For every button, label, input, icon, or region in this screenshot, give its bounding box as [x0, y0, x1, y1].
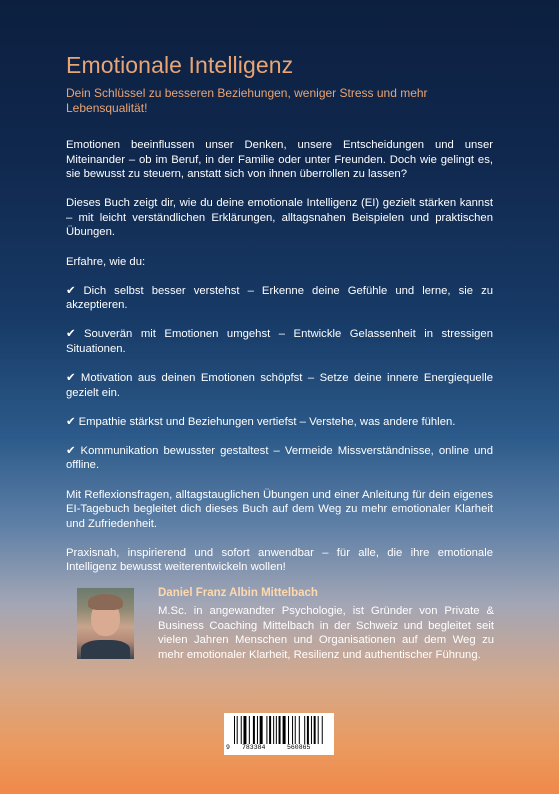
barcode-bar — [311, 716, 312, 744]
barcode-bar — [279, 716, 281, 744]
barcode-bar — [292, 716, 293, 744]
barcode-bar — [314, 716, 316, 744]
barcode-bar — [241, 716, 242, 744]
barcode-bar — [269, 716, 271, 744]
barcode-bar — [307, 716, 309, 744]
author-bio: M.Sc. in angewandter Psychologie, ist Gründer von Private & Business Coaching Mittelbach in der Schweiz und begleitet seit vielen Jahren Menschen und Organisationen auf dem Weg zu mehr emotionaler Klarheit, Resilienz und authentischer Führung. — [158, 605, 494, 661]
intro-paragraph: Emotionen beeinflussen unser Denken, unsere Entscheidungen und unser Miteinander – ob im Beruf, in der Familie oder unter Freunden. Doch wie gelingt es, sie bewusst zu steuern, anstatt sich von ihnen überrollen zu lassen? — [66, 139, 493, 181]
tagline-paragraph: Praxisnah, inspirierend und sofort anwendbar – für alle, die ihre emotionale Intelligenz bewusst weiterentwickeln wollen! — [66, 546, 493, 574]
barcode-bar — [260, 716, 263, 744]
isbn-barcode — [224, 713, 334, 755]
barcode-bar — [299, 716, 300, 744]
barcode-group-right: 560865 — [287, 744, 311, 751]
barcode-group-left: 783384 — [242, 744, 266, 751]
author-photo — [77, 588, 134, 659]
barcode-bar — [318, 716, 319, 744]
barcode-bar — [276, 716, 277, 744]
blurb-text — [66, 138, 493, 589]
barcode-bar — [253, 716, 255, 744]
photo-shirt — [81, 640, 130, 659]
barcode-bars — [224, 713, 334, 745]
barcode-bar — [283, 716, 286, 744]
barcode-digits — [224, 744, 334, 754]
barcode-digit-first: 9 — [226, 744, 230, 751]
photo-hair — [88, 594, 123, 610]
barcode-bar — [243, 716, 246, 744]
barcode-bar — [295, 716, 296, 744]
barcode-bar — [304, 716, 305, 744]
lead-line: Erfahre, wie du: — [66, 255, 146, 268]
barcode-bar — [266, 716, 267, 744]
barcode-bar — [288, 716, 289, 744]
book-subtitle: Dein Schlüssel zu besseren Beziehungen, weniger Stress und mehr Lebensqualität! — [66, 86, 428, 115]
book-title: Emotionale Intelligenz — [66, 52, 294, 78]
benefit-item: ✔ Souverän mit Emotionen umgehst – Entwickle Gelassenheit in stressigen Situationen. — [66, 328, 493, 355]
benefit-item: ✔ Kommunikation bewusster gestaltest – Vermeide Missverständnisse, online und offline. — [66, 444, 493, 472]
barcode-bar — [249, 716, 250, 744]
benefit-item: ✔ Motivation aus deinen Emotionen schöpfst – Setze deine innere Energiequelle gezielt ein. — [66, 372, 493, 399]
barcode-bar — [237, 716, 238, 744]
book-paragraph: Dieses Buch zeigt dir, wie du deine emotionale Intelligenz (EI) gezielt stärken kannst – mit leicht verständlichen Erklärungen, alltagsnahen Beispielen und praktischen Übungen. — [66, 197, 493, 239]
benefit-item: ✔ Empathie stärkst und Beziehungen vertiefst – Verstehe, was andere fühlen. — [66, 415, 456, 428]
closing-paragraph: Mit Reflexionsfragen, alltagstauglichen Übungen und einer Anleitung für dein eigenes EI-Tagebuch begleitet dich dieses Buch auf dem Weg zu mehr emotionaler Klarheit und Zufriedenheit. — [66, 488, 493, 530]
barcode-bar — [322, 716, 323, 744]
barcode-bar — [273, 716, 274, 744]
author-name: Daniel Franz Albin Mittelbach — [158, 587, 318, 599]
barcode-bar — [257, 716, 258, 744]
barcode-bar — [234, 716, 235, 744]
benefit-item: ✔ Dich selbst besser verstehst – Erkenne deine Gefühle und lerne, sie zu akzeptieren. — [66, 284, 493, 312]
